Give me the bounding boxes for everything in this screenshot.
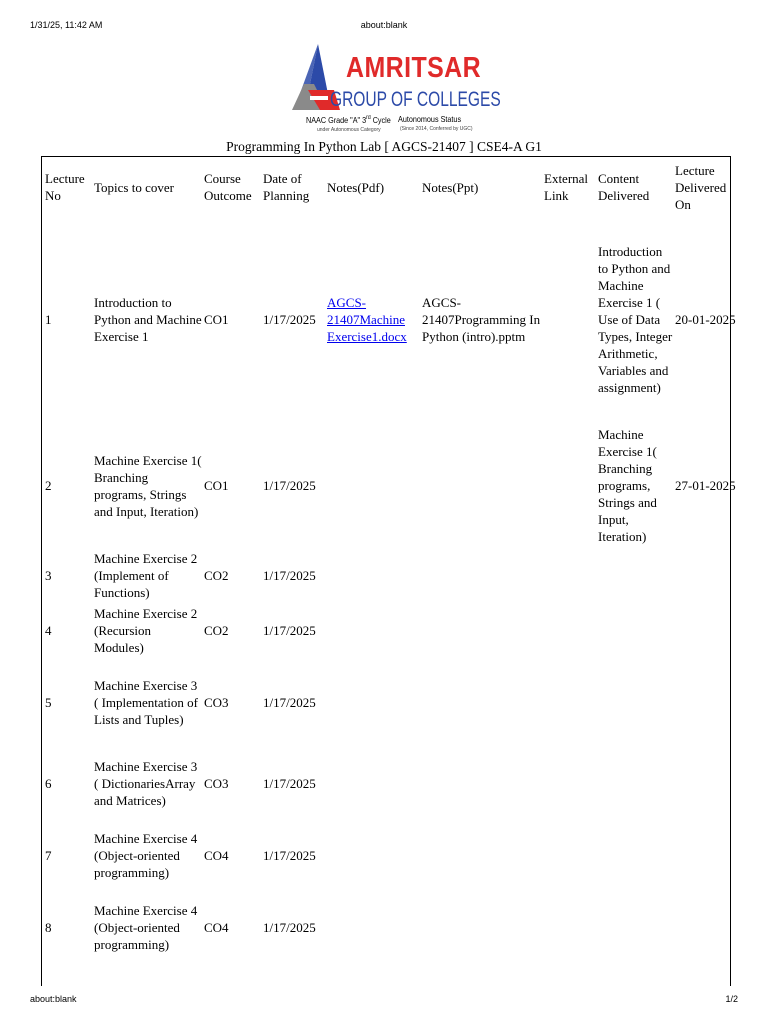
header-lecture-no: Lecture No [45, 171, 85, 203]
topic: Machine Exercise 3 ( DictionariesArray and Matrices) [94, 758, 198, 808]
topic: Machine Exercise 4 (Object-oriented programming) [94, 830, 198, 880]
header-date-planning: Date of Planning [263, 171, 310, 203]
lecture-no: 6 [45, 775, 52, 791]
content-delivered [597, 658, 674, 747]
external-link [543, 819, 597, 891]
notes-ppt [421, 423, 543, 548]
content-delivered [597, 819, 674, 891]
course-outcome: CO4 [204, 847, 229, 863]
date-planning: 1/17/2025 [263, 311, 316, 327]
notes-pdf [326, 215, 421, 423]
content-delivered [597, 747, 674, 819]
notes-pdf-link[interactable]: AGCS-21407Machine Exercise1.docx [327, 294, 407, 344]
logo-autonomous-sub: (Since 2014, Conferred by UGC) [400, 126, 473, 132]
topic: Machine Exercise 2 (Recursion Modules) [94, 606, 198, 655]
notes-pdf [326, 423, 421, 548]
notes-pdf [326, 747, 421, 819]
delivered-on [674, 819, 738, 891]
date-planning: 1/17/2025 [263, 775, 316, 791]
page-title: Programming In Python Lab [ AGCS-21407 ] CSE4-A G1 [226, 139, 542, 154]
table-row [44, 215, 738, 423]
notes-pdf [326, 658, 421, 747]
notes-pdf [326, 891, 421, 963]
course-outcome: CO3 [204, 775, 229, 791]
logo-autonomous: Autonomous Status [398, 114, 462, 124]
table-row [44, 819, 738, 891]
logo-naac: NAAC Grade "A" 3rd Cycle [306, 115, 391, 125]
logo-name: AMRITSAR [346, 52, 482, 84]
lecture-no: 3 [45, 568, 52, 583]
lecture-no: 5 [45, 695, 52, 710]
external-link [543, 215, 597, 423]
logo-subtitle: GROUP OF COLLEGES [330, 88, 501, 111]
topic: Machine Exercise 4 (Object-oriented programming) [94, 902, 198, 952]
print-page-number: 1/2 [725, 994, 738, 1004]
lecture-no: 4 [45, 623, 52, 638]
date-planning: 1/17/2025 [263, 847, 316, 863]
header-notes-pdf: Notes(Pdf) [327, 179, 385, 195]
course-outcome: CO1 [204, 311, 229, 327]
date-planning: 1/17/2025 [263, 695, 316, 710]
notes-ppt [421, 658, 543, 747]
lecture-no: 7 [45, 847, 52, 863]
course-outcome: CO2 [204, 623, 229, 638]
notes-ppt [421, 747, 543, 819]
delivered-on: 27-01-2025 [675, 478, 736, 493]
header-notes-ppt: Notes(Ppt) [422, 179, 479, 195]
date-planning: 1/17/2025 [263, 919, 316, 935]
external-link [543, 891, 597, 963]
external-link [543, 603, 597, 658]
delivered-on [674, 891, 738, 963]
content-delivered [597, 603, 674, 658]
date-planning: 1/17/2025 [263, 623, 316, 638]
lecture-plan-table [44, 159, 738, 963]
course-outcome: CO3 [204, 695, 229, 710]
print-datetime: 1/31/25, 11:42 AM [30, 20, 103, 30]
print-url-header: about:blank [360, 20, 408, 30]
delivered-on [674, 747, 738, 819]
lecture-no: 2 [45, 478, 52, 493]
notes-ppt [421, 819, 543, 891]
topic: Introduction to Python and Machine Exercise 1 [94, 294, 202, 344]
notes-pdf [326, 603, 421, 658]
topic: Machine Exercise 3 ( Implementation of Lists and Tuples) [94, 678, 198, 727]
table-row [44, 603, 738, 658]
course-outcome: CO1 [204, 478, 229, 493]
notes-ppt [421, 548, 543, 603]
external-link [543, 747, 597, 819]
topic: Machine Exercise 1( Branching programs, Strings and Input, Iteration) [94, 452, 202, 519]
college-logo [290, 44, 501, 138]
table-row [44, 658, 738, 747]
table-row [44, 423, 738, 548]
lecture-no: 1 [45, 311, 52, 327]
course-outcome: CO4 [204, 919, 229, 935]
delivered-on [674, 548, 738, 603]
header-topics: Topics to cover [94, 179, 174, 195]
delivered-on [674, 603, 738, 658]
external-link [543, 658, 597, 747]
lecture-no: 8 [45, 919, 52, 935]
date-planning: 1/17/2025 [263, 478, 316, 493]
table-row [44, 548, 738, 603]
notes-ppt [421, 891, 543, 963]
header-course-outcome: Course Outcome [204, 171, 252, 203]
external-link [543, 548, 597, 603]
notes-ppt [421, 603, 543, 658]
notes-ppt: AGCS-21407Programming In Python (intro).pptm [422, 294, 541, 344]
content-delivered: Introduction to Python and Machine Exercise 1 ( Use of Data Types, Integer Arithmetic, Variables and assignment) [598, 243, 673, 395]
content-delivered [597, 891, 674, 963]
date-planning: 1/17/2025 [263, 568, 316, 583]
table-row [44, 747, 738, 819]
content-delivered: Machine Exercise 1( Branching programs, Strings and Input, Iteration) [598, 427, 657, 544]
header-delivered-on: Lecture Delivered On [675, 162, 727, 212]
content-delivered [597, 548, 674, 603]
logo-naac-sub: under Autonomous Category [317, 127, 381, 133]
delivered-on: 20-01-2025 [675, 311, 736, 327]
table-header-row [44, 159, 738, 215]
header-external-link: External Link [544, 171, 589, 203]
course-outcome: CO2 [204, 568, 229, 583]
header-content-delivered: Content Delivered [598, 171, 650, 203]
notes-pdf [326, 819, 421, 891]
external-link [543, 423, 597, 548]
notes-pdf [326, 548, 421, 603]
delivered-on [674, 658, 738, 747]
table-row [44, 891, 738, 963]
topic: Machine Exercise 2 (Implement of Functions) [94, 551, 198, 600]
print-url-footer: about:blank [30, 994, 77, 1004]
